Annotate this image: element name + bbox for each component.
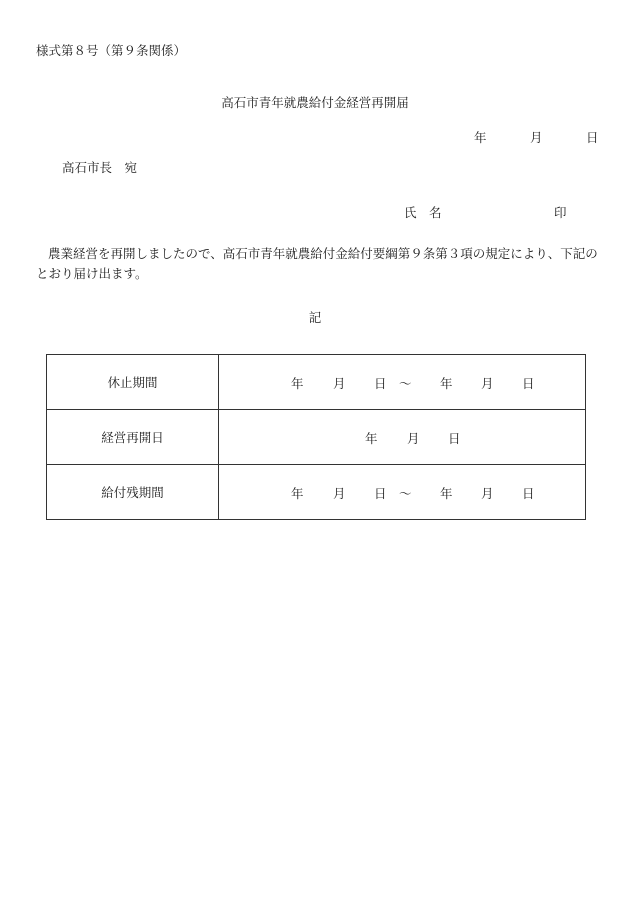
resumption-year: 年: [365, 431, 378, 446]
date-month-label: 月: [530, 130, 543, 145]
period-start-day: 日: [374, 376, 387, 391]
resumption-month: 月: [407, 431, 420, 446]
remaining-start-day: 日: [374, 486, 387, 501]
body-text: 農業経営を再開しましたので、高石市青年就農給付金給付要綱第９条第３項の規定により、下記のとおり届け出ます。: [36, 246, 598, 281]
detail-table: [46, 354, 586, 520]
ki-label: 記: [308, 310, 322, 325]
remaining-end-month: 月: [481, 486, 494, 501]
table-row: [47, 355, 586, 410]
table-row: [47, 410, 586, 465]
period-start-month: 月: [333, 376, 346, 391]
seal-label: 印: [554, 205, 567, 220]
name-label: 氏 名: [404, 205, 442, 220]
remaining-end-year: 年: [440, 486, 453, 501]
table-row: [47, 465, 586, 520]
remaining-end-day: 日: [522, 486, 535, 501]
resumption-date-label: 経営再開日: [47, 410, 219, 465]
addressee: 高石市長 宛: [62, 160, 138, 175]
remaining-period-value: [219, 465, 586, 520]
date-year-label: 年: [474, 130, 487, 145]
remaining-period-label: 給付残期間: [47, 465, 219, 520]
applicant-name-row: [404, 203, 574, 219]
suspension-period-value: [219, 355, 586, 410]
period-end-day: 日: [522, 376, 535, 391]
resumption-date-value: [219, 410, 586, 465]
form-number: 様式第８号（第９条関係）: [36, 43, 187, 58]
date-day-label: 日: [586, 130, 599, 145]
period-end-year: 年: [440, 376, 453, 391]
period-end-month: 月: [481, 376, 494, 391]
period-start-year: 年: [291, 376, 304, 391]
remaining-start-month: 月: [333, 486, 346, 501]
remaining-start-year: 年: [291, 486, 304, 501]
submission-date: [474, 128, 599, 144]
document-title: 高石市青年就農給付金経営再開届: [221, 95, 409, 110]
suspension-period-label: 休止期間: [47, 355, 219, 410]
period-tilde: ～: [399, 376, 412, 391]
remaining-tilde: ～: [399, 486, 412, 501]
resumption-day: 日: [448, 431, 461, 446]
